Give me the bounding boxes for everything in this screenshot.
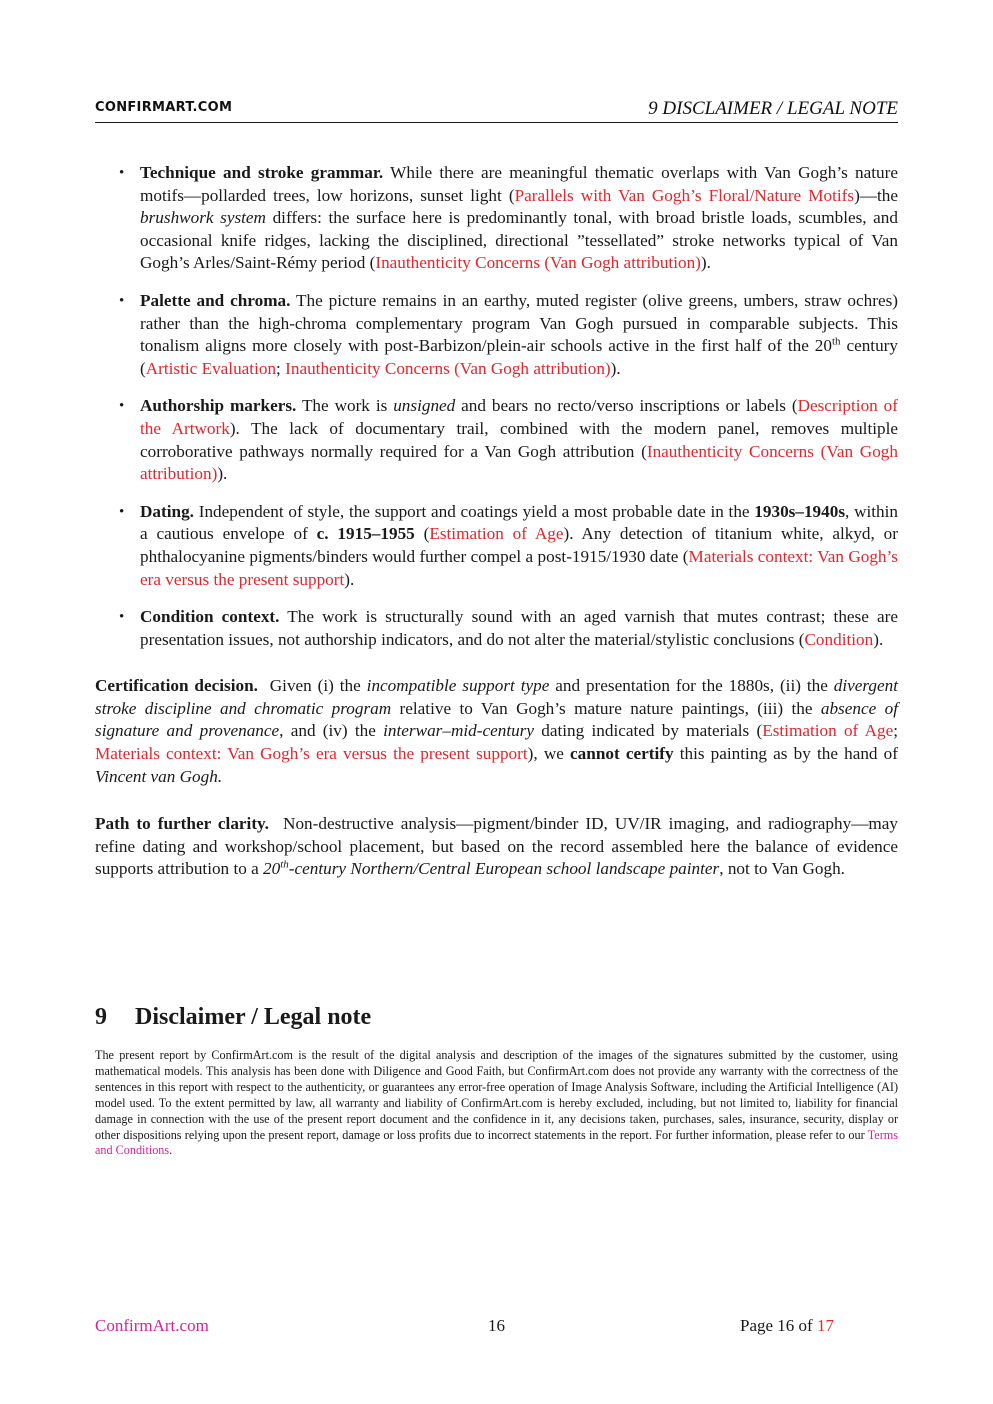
running-head: 9 DISCLAIMER / LEGAL NOTE <box>648 98 898 119</box>
further-clarity-paragraph: Path to further clarity. Non-destructive analysis—pigment/binder ID, UV/IR imaging, and radiography—may refine dating and workshop/school placement, but based on the record assembled here the balance of evidence supports attribution to a 20th-century Northern/Central European school landscape painter, not to Van Gogh. <box>95 814 898 879</box>
bullet-icon: • <box>119 165 125 181</box>
bullet-icon: • <box>119 292 125 309</box>
section-heading <box>95 1004 371 1031</box>
paragraph-title: Path to further clarity. <box>95 814 269 834</box>
certification-paragraph: Certification decision. Given (i) the incompatible support type and presentation for the 1880s, (ii) the divergent stroke discipline and chromatic program relative to Van Gogh’s mature nature paintings, (iii) the absence of signature and provenance, and (iv) the interwar–mid-century dating indicated by materials (Estimation of Age; Materials context: Van Gogh’s era versus the present support), we cannot certify this painting as by the hand of Vincent van Gogh. <box>95 676 899 786</box>
cross-reference-link[interactable]: Materials context: Van Gogh’s era versus the present support <box>140 546 898 589</box>
disclaimer-text: The present report by ConfirmArt.com is the result of the digital analysis and description of the images of the signatures submitted by the customer, using mathematical models. This analysis has been done with Diligence and Good Faith, but ConfirmArt.com does not provide any warranty with the correctness of the sentences in this report with respect to the authenticity, or guarantees any error-free operation of Image Analysis Software, including the Artificial Intelligence (AI) model used. To the extent permitted by law, all warranty and liability of ConfirmArt.com is hereby excluded, including, but not limited to, liability for financial damage in connection with the use of the present report document and the confidence in it, any decisions taken, purchases, sales, insurance, security, display or other dispositions relying upon the present report, damage or loss profits due to incorrect statements in the report. For further information, please refer to our Terms and Conditions. <box>95 1048 898 1158</box>
footer-site-link[interactable]: ConfirmArt.com <box>95 1316 209 1335</box>
bullet-icon: • <box>119 398 125 415</box>
footer-page-count: Page 16 of 17 <box>740 1316 834 1335</box>
cross-reference-link[interactable]: Artistic Evaluation <box>145 358 277 378</box>
list-item: • Authorship markers. The work is unsigned and bears no recto/verso inscriptions or labels (Description of the Artwork). The lack of documentary trail, combined with the modern panel, removes multiple corroborative pathways normally required for a Van Gogh attribution (Inauthenticity Concerns (Van Gogh attribution)). <box>119 396 898 484</box>
cross-reference-link[interactable]: Inauthenticity Concerns (Van Gogh attribution) <box>285 358 611 378</box>
bullet-icon: • <box>119 609 125 626</box>
list-item: • Condition context. The work is structurally sound with an aged varnish that mutes contrast; these are presentation issues, not authorship indicators, and do not alter the material/stylistic conclusions (Condition). <box>119 607 898 649</box>
cross-reference-link[interactable]: Condition <box>804 629 874 649</box>
cross-reference-link[interactable]: Inauthenticity Concerns (Van Gogh attribution) <box>375 253 701 273</box>
item-title: Dating. <box>140 501 194 521</box>
item-title: Technique and stroke grammar. <box>140 163 384 182</box>
main-content <box>95 162 898 906</box>
list-item: • Palette and chroma. The picture remains in an earthy, muted register (olive greens, umbers, straw ochres) rather than the high-chroma complementary program Van Gogh pursued in comparable subjects. This tonalism aligns more closely with post-Barbizon/plein-air schools active in the first half of the 20th century (Artistic Evaluation; Inauthenticity Concerns (Van Gogh attribution)). <box>119 290 898 378</box>
list-item: • Technique and stroke grammar. While there are meaningful thematic overlaps with Van Gogh’s nature motifs—pollarded trees, low horizons, sunset light (Parallels with Van Gogh’s Floral/Nature Motifs)—the brushwork system differs: the surface here is predominantly tonal, with broad bristle loads, scumbles, and occasional knife ridges, lacking the disciplined, directional ”tessellated” stroke networks typical of Van Gogh’s Arles/Saint-Rémy period (Inauthenticity Concerns (Van Gogh attribution)). <box>119 163 898 273</box>
list-item: • Dating. Independent of style, the support and coatings yield a most probable date in the 1930s–1940s, within a cautious envelope of c. 1915–1955 (Estimation of Age). Any detection of titanium white, alkyd, or phthalocyanine pigments/binders would further compel a post-1915/1930 date (Materials context: Van Gogh’s era versus the present support). <box>119 501 898 589</box>
item-title: Palette and chroma. <box>140 290 291 310</box>
cross-reference-link[interactable]: Estimation of Age <box>762 721 894 741</box>
bullet-icon: • <box>119 503 125 520</box>
terms-and-conditions-link[interactable]: Terms and Conditions <box>95 1127 898 1158</box>
cross-reference-link[interactable]: Parallels with Van Gogh’s Floral/Nature Motifs <box>514 185 855 205</box>
last-page-link[interactable]: 17 <box>816 1316 834 1335</box>
paragraph-title: Certification decision. <box>95 676 258 696</box>
section-number: 9 <box>95 1004 107 1030</box>
page-header <box>95 96 898 123</box>
confirmart-logo: CONFIRMART.COM <box>95 100 233 115</box>
section-title: Disclaimer / Legal note <box>135 1004 372 1030</box>
cross-reference-link[interactable]: Inauthenticity Concerns (Van Gogh attribution) <box>140 441 898 484</box>
findings-list <box>95 162 898 651</box>
cross-reference-link[interactable]: Materials context: Van Gogh’s era versus the present support <box>95 744 528 764</box>
cross-reference-link[interactable]: Estimation of Age <box>429 524 564 544</box>
footer-page-number: 16 <box>488 1316 505 1335</box>
item-title: Authorship markers. <box>140 396 297 416</box>
item-title: Condition context. <box>140 607 280 627</box>
page-footer <box>95 1316 898 1338</box>
cross-reference-link[interactable]: Description of the Artwork <box>140 396 898 438</box>
